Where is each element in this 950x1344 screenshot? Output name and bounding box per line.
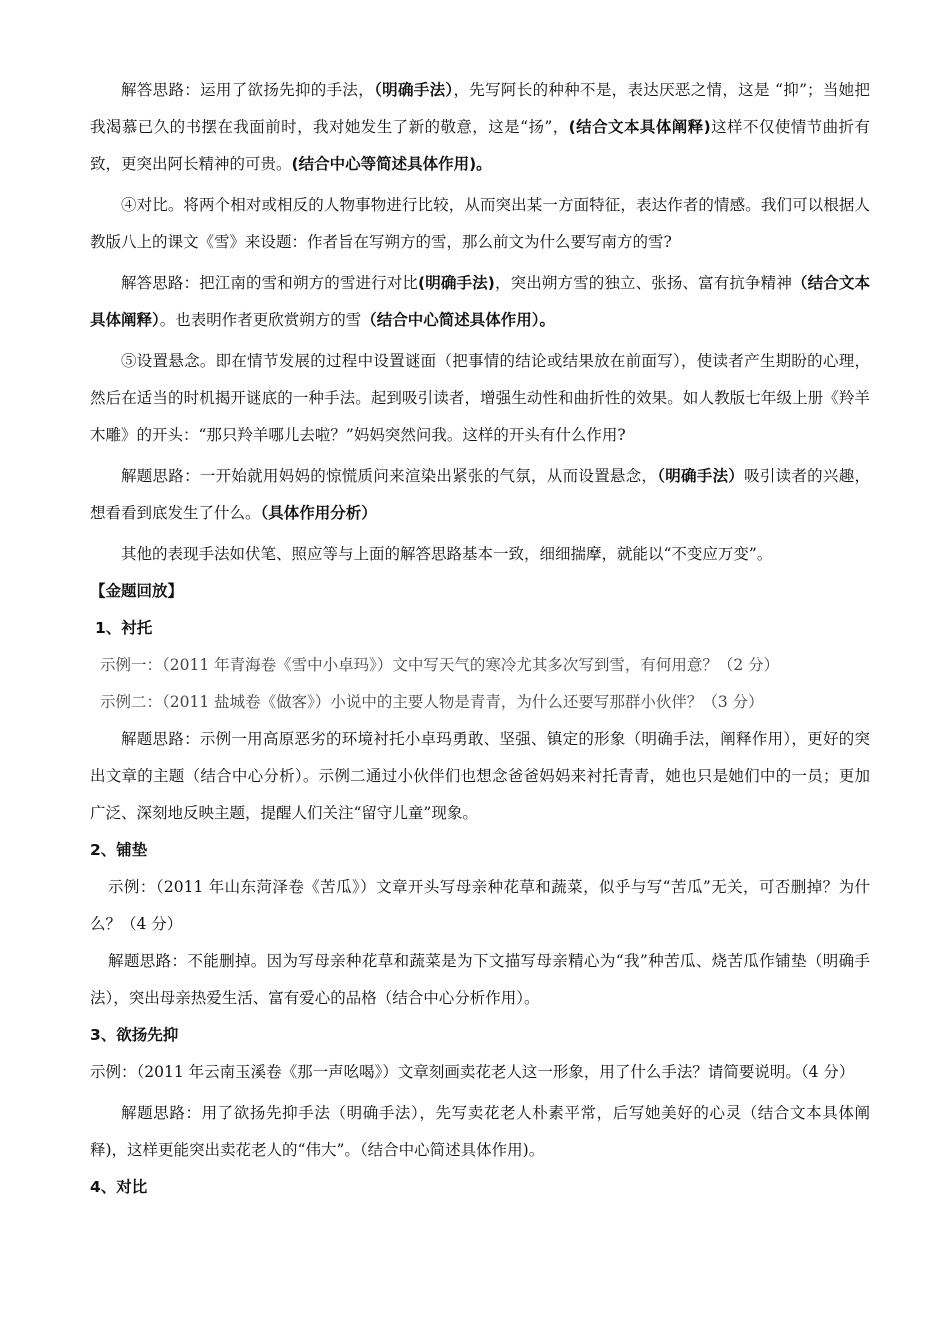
subsection-heading-2: 2、铺垫 <box>90 841 148 859</box>
example-1: 示例一：（2011 年青海卷《雪中小卓玛》）文中写天气的寒冷尤其多次写到雪，有何用意？（2 分） <box>100 656 780 674</box>
example-3: 示例：（2011 年山东菏泽卷《苦瓜》）文章开头写母亲种花草和蔬菜，似乎与写“苦瓜”无关，可否删掉？为什么？（4 分） <box>90 878 870 933</box>
subsection-heading-3: 3、欲扬先抑 <box>90 1026 179 1044</box>
technique-suspense-paragraph: ⑤设置悬念。即在情节发展的过程中设置谜面（把事情的结论或结果放在前面写），使读者产生期盼的心理，然后在适当的时机揭开谜底的一种手法。起到吸引读者，增强生动性和曲折性的效果。如人教版七年级上册《羚羊木雕》的开头：“那只羚羊哪儿去啦？”妈妈突然问我。这样的开头有什么作用? <box>90 352 870 444</box>
technique-contrast-paragraph: ④对比。将两个相对或相反的人物事物进行比较，从而突出某一方面特征，表达作者的情感。我们可以根据人教版八上的课文《雪》来设题：作者旨在写朔方的雪，那么前文为什么要写南方的雪? <box>90 196 870 251</box>
answer-paragraph-3: 解题思路：用了欲扬先抑手法（明确手法），先写卖花老人朴素平常，后写她美好的心灵（结合文本具体阐释)，这样更能突出卖花老人的“伟大”。（结合中心简述具体作用)。 <box>90 1104 870 1159</box>
example-4: 示例：（2011 年云南玉溪卷《那一声吆喝》）文章刻画卖花老人这一形象，用了什么手法？请简要说明。（4 分） <box>90 1063 855 1081</box>
answer-paragraph-1: 解题思路：示例一用高原恶劣的环境衬托小卓玛勇敢、坚强、镇定的形象（明确手法，阐释作用），更好的突出文章的主题（结合中心分析）。示例二通过小伙伴们也想念爸爸妈妈来衬托青青，她也只是她们中的一员；更加广泛、深刻地反映主题，提醒人们关注“留守儿童”现象。 <box>90 730 870 822</box>
summary-paragraph: 其他的表现手法如伏笔、照应等与上面的解答思路基本一致，细细揣摩，就能以“不变应万变”。 <box>121 545 773 563</box>
document-page <box>90 72 870 1206</box>
answer-paragraph-yiyang: 解答思路：运用了欲扬先抑的手法，（明确手法），先写阿长的种种不是，表达厌恶之情，这是 “抑”；当她把我渴慕已久的书摆在我面前时，我对她发生了新的敬意，这是“扬”，(结合文本具体阐释)这样不仅使情节曲折有致，更突出阿长精神的可贵。(结合中心等简述具体作用)。 <box>90 81 870 173</box>
answer-paragraph-2: 解题思路：不能删掉。因为写母亲种花草和蔬菜是为下文描写母亲精心为“我”种苦瓜、烧苦瓜作铺垫（明确手法），突出母亲热爱生活、富有爱心的品格（结合中心分析作用）。 <box>90 952 870 1007</box>
answer-paragraph-contrast: 解答思路：把江南的雪和朔方的雪进行对比(明确手法)，突出朔方雪的独立、张扬、富有抗争精神（结合文本具体阐释）。也表明作者更欣赏朔方的雪（结合中心简述具体作用）。 <box>90 274 870 329</box>
section-heading: 【金题回放】 <box>90 582 184 600</box>
subsection-heading-1: 1、衬托 <box>95 619 153 637</box>
subsection-heading-4: 4、对比 <box>90 1178 148 1196</box>
example-2: 示例二：（2011 盐城卷《做客》）小说中的主要人物是青青，为什么还要写那群小伙伴？（3 分） <box>100 693 764 711</box>
answer-paragraph-suspense: 解题思路：一开始就用妈妈的惊慌质问来渲染出紧张的气氛，从而设置悬念，（明确手法）吸引读者的兴趣，想看看到底发生了什么。（具体作用分析） <box>90 467 870 522</box>
